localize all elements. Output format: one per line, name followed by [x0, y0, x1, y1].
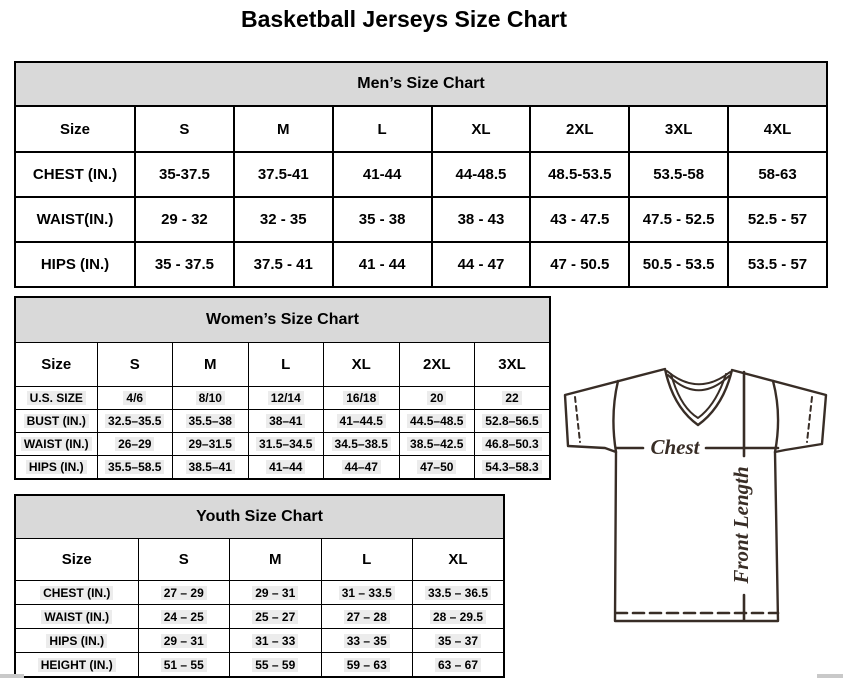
cell-value: 29–31.5	[173, 433, 249, 456]
horizontal-scrollbar-fragment-left[interactable]	[0, 674, 24, 678]
youth-size-table	[14, 494, 505, 678]
cell-value: 35 - 37.5	[135, 242, 234, 287]
cell-value: 41 - 44	[333, 242, 432, 287]
row-label: HIPS (IN.)	[15, 242, 135, 287]
cell-value: 35-37.5	[135, 152, 234, 197]
page-title: Basketball Jerseys Size Chart	[240, 6, 567, 32]
column-header: 3XL	[475, 343, 551, 387]
table-row	[15, 410, 550, 433]
cell-value: 51 – 55	[138, 653, 230, 678]
cell-value: 54.3–58.3	[475, 456, 551, 480]
cell-value: 59 – 63	[321, 653, 413, 678]
cell-value: 53.5 - 57	[728, 242, 827, 287]
cell-value: 50.5 - 53.5	[629, 242, 728, 287]
column-header: S	[97, 343, 173, 387]
table-row	[15, 197, 827, 242]
cell-value: 47 - 50.5	[530, 242, 629, 287]
cell-value: 31.5–34.5	[248, 433, 324, 456]
column-header: S	[138, 539, 230, 581]
cell-value: 41–44.5	[324, 410, 400, 433]
cell-value: 22	[475, 387, 551, 410]
table-row	[15, 242, 827, 287]
column-header: L	[333, 106, 432, 152]
chest-label: Chest	[650, 435, 700, 459]
row-label: WAIST (IN.)	[15, 433, 97, 456]
cell-value: 38.5–41	[173, 456, 249, 480]
cell-value: 33.5 – 36.5	[413, 581, 505, 605]
cell-value: 26–29	[97, 433, 173, 456]
cell-value: 29 – 31	[230, 581, 322, 605]
cell-value: 44.5–48.5	[399, 410, 475, 433]
table-row	[15, 653, 504, 678]
table-row	[15, 539, 504, 581]
cell-value: 34.5–38.5	[324, 433, 400, 456]
table-row	[15, 297, 550, 343]
cell-value: 35.5–38	[173, 410, 249, 433]
table-title: Women’s Size Chart	[15, 297, 550, 343]
cell-value: 52.5 - 57	[728, 197, 827, 242]
front-length-label: Front Length	[729, 466, 753, 584]
cell-value: 32.5–35.5	[97, 410, 173, 433]
cell-value: 20	[399, 387, 475, 410]
column-header: L	[248, 343, 324, 387]
womens-size-table	[14, 296, 551, 480]
horizontal-scrollbar-fragment-right[interactable]	[817, 674, 843, 678]
cell-value: 16/18	[324, 387, 400, 410]
table-title: Youth Size Chart	[15, 495, 504, 539]
table-row	[15, 106, 827, 152]
row-label: U.S. SIZE	[15, 387, 97, 410]
cell-value: 38–41	[248, 410, 324, 433]
jersey-diagram	[555, 355, 843, 679]
column-header: 2XL	[399, 343, 475, 387]
column-header: 4XL	[728, 106, 827, 152]
table-row	[15, 62, 827, 106]
cell-value: 31 – 33.5	[321, 581, 413, 605]
column-header: S	[135, 106, 234, 152]
table-row	[15, 343, 550, 387]
column-header: Size	[15, 106, 135, 152]
table-row	[15, 456, 550, 480]
row-label: WAIST (IN.)	[15, 605, 138, 629]
cell-value: 28 – 29.5	[413, 605, 505, 629]
column-header: XL	[324, 343, 400, 387]
table-title: Men’s Size Chart	[15, 62, 827, 106]
table-row	[15, 152, 827, 197]
cell-value: 37.5 - 41	[234, 242, 333, 287]
cell-value: 44–47	[324, 456, 400, 480]
table-row	[15, 605, 504, 629]
row-label: HIPS (IN.)	[15, 456, 97, 480]
row-label: BUST (IN.)	[15, 410, 97, 433]
cell-value: 48.5-53.5	[530, 152, 629, 197]
cell-value: 43 - 47.5	[530, 197, 629, 242]
column-header: Size	[15, 539, 138, 581]
cell-value: 4/6	[97, 387, 173, 410]
column-header: M	[230, 539, 322, 581]
cell-value: 31 – 33	[230, 629, 322, 653]
cell-value: 32 - 35	[234, 197, 333, 242]
cell-value: 35 – 37	[413, 629, 505, 653]
cell-value: 55 – 59	[230, 653, 322, 678]
row-label: CHEST (IN.)	[15, 152, 135, 197]
table-row	[15, 495, 504, 539]
cell-value: 25 – 27	[230, 605, 322, 629]
cell-value: 35.5–58.5	[97, 456, 173, 480]
cell-value: 33 – 35	[321, 629, 413, 653]
column-header: 3XL	[629, 106, 728, 152]
table-row	[15, 433, 550, 456]
table-row	[15, 629, 504, 653]
row-label: HEIGHT (IN.)	[15, 653, 138, 678]
mens-size-table	[14, 61, 828, 288]
cell-value: 63 – 67	[413, 653, 505, 678]
row-label: CHEST (IN.)	[15, 581, 138, 605]
cell-value: 44-48.5	[432, 152, 531, 197]
cell-value: 47–50	[399, 456, 475, 480]
column-header: 2XL	[530, 106, 629, 152]
cell-value: 41–44	[248, 456, 324, 480]
table-row	[15, 581, 504, 605]
cell-value: 44 - 47	[432, 242, 531, 287]
cell-value: 47.5 - 52.5	[629, 197, 728, 242]
cell-value: 27 – 29	[138, 581, 230, 605]
cell-value: 37.5-41	[234, 152, 333, 197]
cell-value: 38.5–42.5	[399, 433, 475, 456]
cell-value: 53.5-58	[629, 152, 728, 197]
cell-value: 12/14	[248, 387, 324, 410]
column-header: XL	[413, 539, 505, 581]
column-header: M	[234, 106, 333, 152]
column-header: L	[321, 539, 413, 581]
column-header: M	[173, 343, 249, 387]
cell-value: 58-63	[728, 152, 827, 197]
cell-value: 35 - 38	[333, 197, 432, 242]
cell-value: 8/10	[173, 387, 249, 410]
column-header: XL	[432, 106, 531, 152]
cell-value: 38 - 43	[432, 197, 531, 242]
cell-value: 29 - 32	[135, 197, 234, 242]
row-label: WAIST(IN.)	[15, 197, 135, 242]
cell-value: 46.8–50.3	[475, 433, 551, 456]
cell-value: 27 – 28	[321, 605, 413, 629]
row-label: HIPS (IN.)	[15, 629, 138, 653]
cell-value: 52.8–56.5	[475, 410, 551, 433]
table-row	[15, 387, 550, 410]
cell-value: 29 – 31	[138, 629, 230, 653]
cell-value: 41-44	[333, 152, 432, 197]
cell-value: 24 – 25	[138, 605, 230, 629]
jersey-outline	[565, 369, 826, 621]
column-header: Size	[15, 343, 97, 387]
